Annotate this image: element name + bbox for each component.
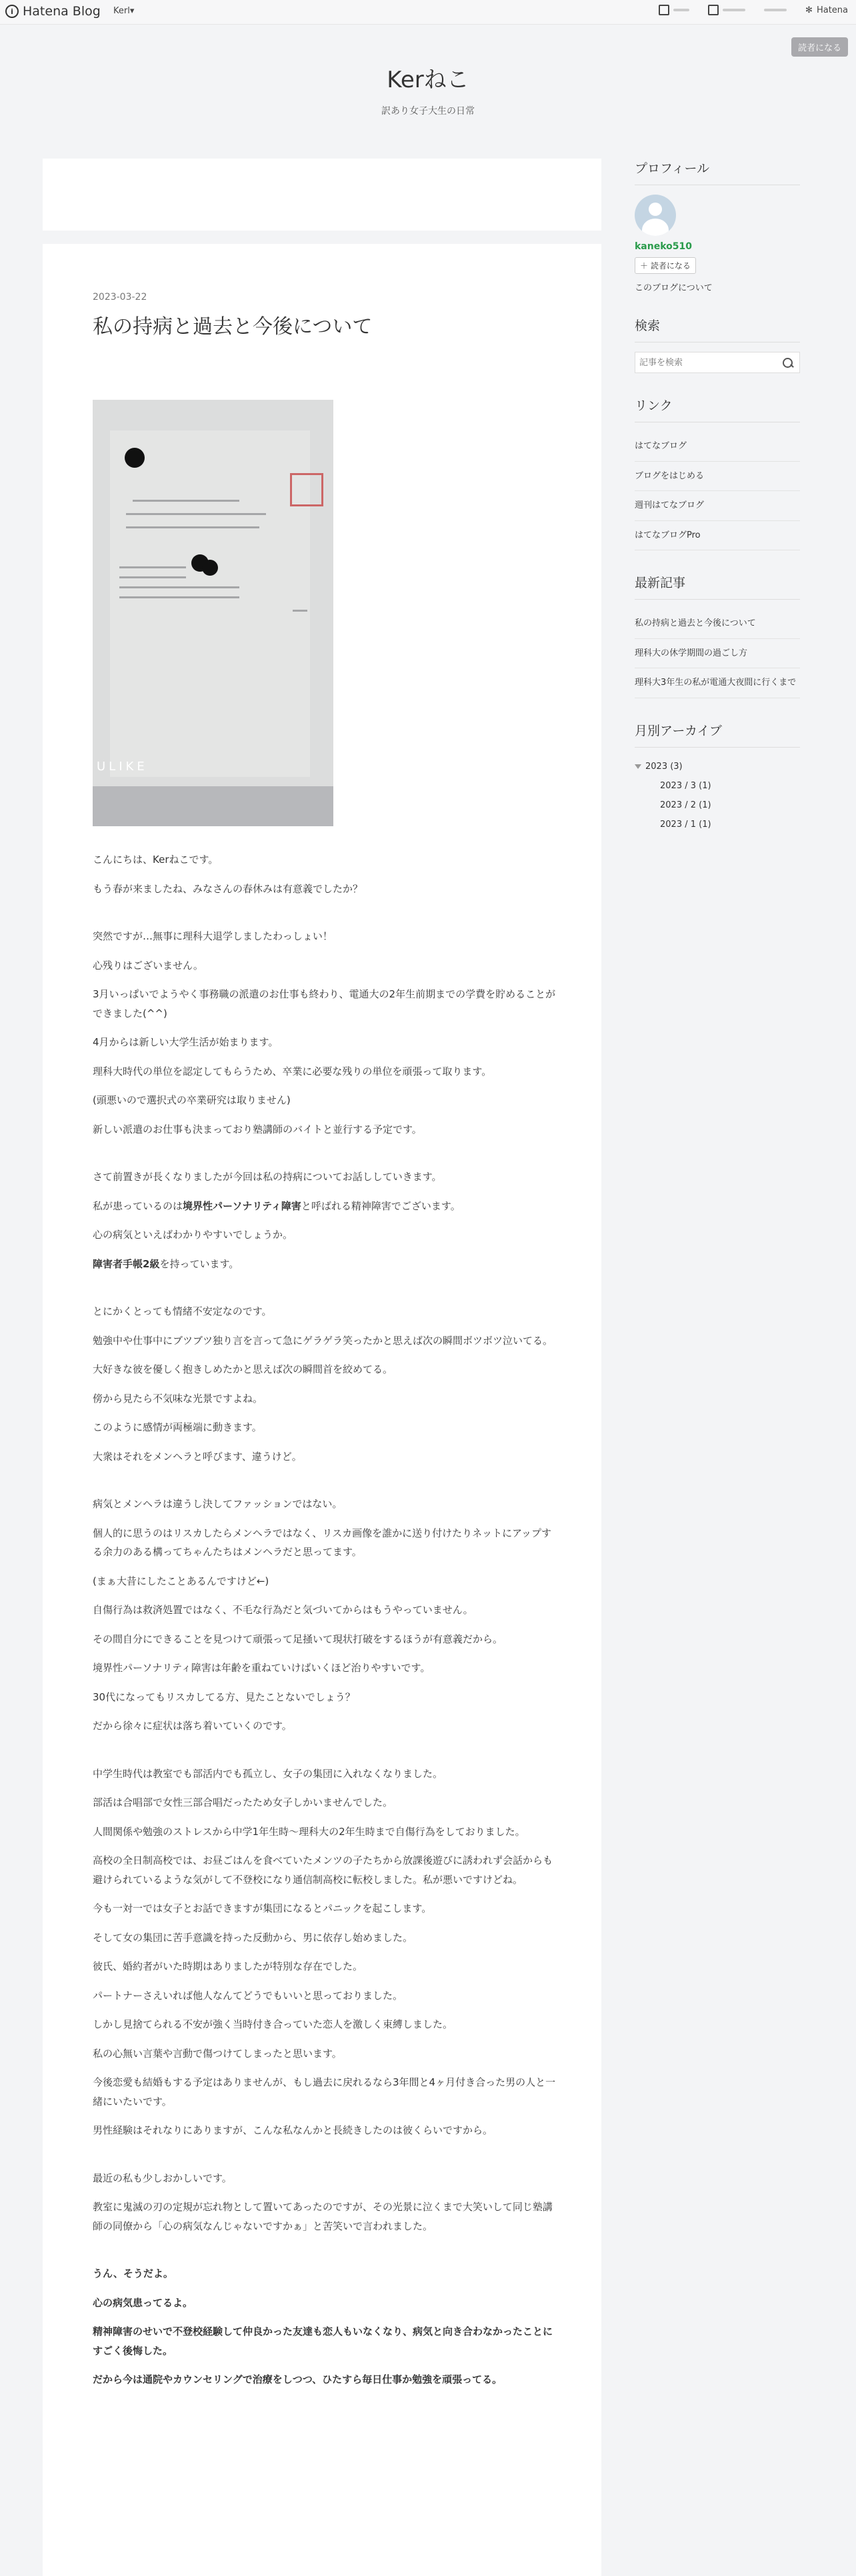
recent-heading: 最新記事	[635, 573, 800, 600]
body-paragraph: 突然ですが…無事に理科大退学しましたわっしょい！	[93, 930, 333, 942]
ad-area	[43, 159, 601, 231]
body-paragraph: 新しい派遣のお仕事も決まっており塾講師のバイトと並行する予定です。	[93, 1123, 422, 1135]
redaction-mark	[202, 560, 218, 576]
body-paragraph: 今も一対一では女子とお話できますが集団になるとパニックを起こします。	[93, 1902, 432, 1914]
entry-photo[interactable]	[93, 400, 333, 826]
dashboard-icon	[708, 5, 719, 15]
body-paragraph	[93, 2293, 559, 2313]
link-item[interactable]: はてなブログ	[635, 432, 800, 462]
body-paragraph: 部活は合唱部で女性三部合唱だったため女子しかいませんでした。	[93, 1796, 393, 1808]
body-paragraph: 大好きな彼を優しく抱きしめたかと思えば次の瞬間首を絞めてる。	[93, 1363, 393, 1375]
body-paragraph: 最近の私も少しおかしいです。	[93, 2172, 232, 2184]
body-paragraph: 病気とメンヘラは違うし決してファッションではない。	[93, 1498, 343, 1510]
archive-month[interactable]: 2023 / 1 (1)	[660, 819, 711, 830]
search-heading: 検索	[635, 316, 800, 342]
profile-module	[635, 159, 800, 293]
links-heading: リンク	[635, 396, 800, 422]
entry-body	[93, 850, 559, 2399]
body-paragraph: 自傷行為は救済処置ではなく、不毛な行為だと気づいてからはもうやっていません。	[93, 1604, 473, 1616]
search-module	[635, 316, 800, 373]
paragraph-spacer	[93, 1746, 559, 1764]
archive-month[interactable]: 2023 / 3 (1)	[660, 780, 711, 791]
body-paragraph: 中学生時代は教室でも部活内でも孤立し、女子の集団に入れなくなりました。	[93, 1767, 443, 1780]
seal-stamp	[290, 473, 323, 506]
write-button[interactable]	[659, 5, 689, 15]
body-paragraph: しかし見捨てられる不安が強く当時付き合っていた恋人を激しく束縛しました。	[93, 2018, 453, 2030]
body-paragraph: (まぁ大昔にしたことあるんですけど←)	[93, 1575, 269, 1587]
hatena-mark-icon: ✻	[805, 5, 813, 15]
body-paragraph: 30代になってもリスカしてる方、見たことないでしょう？	[93, 1690, 355, 1703]
body-paragraph: 今後恋愛も結婚もする予定はありませんが、もし過去に戻れるなら3年間と4ヶ月付き合った男の人と一緒にいたいです。	[93, 2076, 556, 2108]
hatena-menu[interactable]	[805, 5, 848, 15]
link-item[interactable]: 週刊はてなブログ	[635, 491, 800, 521]
search-icon[interactable]	[783, 358, 793, 368]
bold-text: 心の病気患ってるよ。	[93, 2296, 193, 2309]
search-input[interactable]	[635, 357, 783, 368]
redaction-mark	[125, 448, 145, 468]
body-paragraph: こんにちは、Kerねこです。	[93, 854, 219, 866]
body-paragraph: 心残りはございません。	[93, 959, 203, 971]
body-paragraph: このように感情が両極端に動きます。	[93, 1421, 262, 1433]
sidebar	[635, 159, 800, 857]
link-item[interactable]: はてなブログPro	[635, 521, 800, 551]
hatena-blog-logo-text: Hatena Blog	[23, 4, 101, 19]
body-paragraph: 高校の全日制高校では、お昼ごはんを食べていたメンツの子たちから放課後遊びに誘われず会話からも避けられているような気がして不登校になり通信制高校に転校しました。私が悪いですけどね。	[93, 1854, 553, 1886]
body-paragraph: 3月いっぱいでようやく事務職の派遣のお仕事も終わり、電通大の2年生前期までの学費を貯めることができました(^^)	[93, 988, 556, 1019]
paragraph-spacer	[93, 1476, 559, 1495]
body-paragraph: 障害者手帳2級を持っています。	[93, 1257, 239, 1270]
bold-text: 精神障害のせいで不登校経験して仲良かった友達も恋人もいなくなり、病気と向き合わなかったことにすごく後悔した。	[93, 2325, 553, 2357]
body-paragraph: 人間関係や勉強のストレスから中学1年生時～理科大の2年生時まで自傷行為をしておりました。	[93, 1825, 525, 1838]
body-paragraph: 私の心無い言葉や言動で傷つけてしまったと思います。	[93, 2047, 342, 2060]
paragraph-spacer	[93, 2246, 559, 2264]
links-module	[635, 396, 800, 550]
blog-description: 訳あり女子大生の日常	[381, 106, 475, 117]
bold-text: 境界性パーソナリティ障害	[183, 1199, 301, 1212]
body-paragraph: 大衆はそれをメンヘラと呼びます、違うけど。	[93, 1450, 302, 1463]
link-item[interactable]: ブログをはじめる	[635, 462, 800, 492]
entry-date[interactable]: 2023-03-22	[93, 292, 147, 303]
search-box	[635, 352, 800, 373]
archive-month[interactable]: 2023 / 2 (1)	[660, 800, 711, 810]
body-paragraph	[93, 2322, 559, 2360]
body-paragraph: 個人的に思うのはリスカしたらメンヘラではなく、リスカ画像を誰かに送り付けたりネットにアップする余力のある構ってちゃんたちはメンヘラだと思ってます。	[93, 1527, 552, 1558]
bold-text: だから今は通院やカウンセリングで治療をしつつ、ひたすら毎日仕事か勉強を頑張ってる。	[93, 2373, 503, 2385]
body-paragraph: 勉強中や仕事中にブツブツ独り言を言って急にゲラゲラ笑ったかと思えば次の瞬間ボツボツ泣いてる。	[93, 1334, 553, 1347]
paragraph-spacer	[93, 1283, 559, 1302]
body-paragraph: 私が患っているのは境界性パーソナリティ障害と呼ばれる精神障害でございます。	[93, 1199, 461, 1212]
archive-heading: 月別アーカイブ	[635, 721, 800, 748]
archive-module	[635, 721, 800, 834]
about-blog-link[interactable]: このブログについて	[635, 283, 713, 293]
body-paragraph: 男性経験はそれなりにありますが、こんな私なんかと長続きしたのは彼くらいですから。	[93, 2124, 493, 2136]
profile-subscribe-button[interactable]: ＋ 読者になる	[635, 257, 696, 274]
notifications-button[interactable]	[764, 9, 787, 11]
body-paragraph: もう春が来ましたね、みなさんの春休みは有意義でしたか？	[93, 882, 363, 895]
chevron-down-icon	[635, 764, 641, 769]
paragraph-spacer	[93, 2150, 559, 2169]
recent-entry-link[interactable]: 私の持病と過去と今後について	[635, 609, 800, 639]
recent-entry-link[interactable]: 理科大3年生の私が電通大夜間に行くまで	[635, 668, 800, 698]
blog-title[interactable]: Kerねこ	[387, 67, 469, 93]
profile-heading: プロフィール	[635, 159, 800, 185]
entry-title[interactable]: 私の持病と過去と今後について	[93, 315, 373, 338]
body-paragraph: 傍から見たら不気味な光景ですよね。	[93, 1392, 263, 1405]
body-paragraph: だから徐々に症状は落ち着いていくのです。	[93, 1720, 292, 1732]
hatena-logo-icon: i	[5, 5, 19, 18]
bold-text: 障害者手帳2級	[93, 1257, 160, 1270]
bold-text: うん、そうだよ。	[93, 2267, 173, 2279]
blog-switcher[interactable]: Kerl▾	[113, 6, 135, 16]
profile-username[interactable]: kaneko510	[635, 241, 692, 252]
body-paragraph: 教室に鬼滅の刃の定規が忘れ物として置いてあったのですが、その光景に泣くまで大笑いして同じ塾講師の同僚から「心の病気なんじゃないですかぁ」と苦笑いで言われました。	[93, 2201, 553, 2232]
global-header	[0, 0, 856, 25]
manage-button[interactable]	[708, 5, 745, 15]
recent-entry-link[interactable]: 理科大の休学期間の過ごし方	[635, 639, 800, 669]
body-paragraph: パートナーさえいれば他人なんてどうでもいいと思っておりました。	[93, 1989, 403, 2002]
body-paragraph: さて前置きが長くなりましたが今回は私の持病についてお話ししていきます。	[93, 1171, 442, 1183]
body-paragraph	[93, 2370, 559, 2389]
pencil-icon	[659, 5, 669, 15]
hatena-blog-logo[interactable]	[5, 4, 101, 19]
header-tools	[659, 5, 848, 15]
recent-entries-module	[635, 573, 800, 698]
entry-article	[43, 244, 601, 2576]
archive-year[interactable]: 2023 (3)	[635, 757, 800, 776]
body-paragraph: とにかくとっても情緒不安定なのです。	[93, 1305, 272, 1317]
body-paragraph: (頭悪いので選択式の卒業研究は取りません)	[93, 1094, 291, 1106]
body-paragraph	[93, 2264, 559, 2283]
paragraph-spacer	[93, 1149, 559, 1167]
body-paragraph: 心の病気といえばわかりやすいでしょうか。	[93, 1229, 293, 1241]
body-paragraph: 彼氏、婚約者がいた時期はありましたが特別な存在でした。	[93, 1960, 363, 1972]
body-paragraph: 理科大時代の単位を認定してもらうため、卒業に必要な残りの単位を頑張って取ります。	[93, 1065, 492, 1077]
avatar[interactable]	[635, 195, 676, 236]
photo-watermark: ULIKE	[97, 760, 148, 774]
paragraph-spacer	[93, 908, 559, 927]
subscribe-button[interactable]: 読者になる	[791, 37, 848, 57]
hatena-brand-label: Hatena	[816, 5, 848, 15]
body-paragraph: 4月からは新しい大学生活が始まります。	[93, 1036, 279, 1048]
body-paragraph: その間自分にできることを見つけて頑張って足掻いて現状打破をするほうが有意義だから。	[93, 1632, 503, 1645]
body-paragraph: 境界性パーソナリティ障害は年齢を重ねていけばいくほど治りやすいです。	[93, 1662, 431, 1674]
body-paragraph: そして女の集団に苦手意識を持った反動から、男に依存し始めました。	[93, 1931, 413, 1944]
